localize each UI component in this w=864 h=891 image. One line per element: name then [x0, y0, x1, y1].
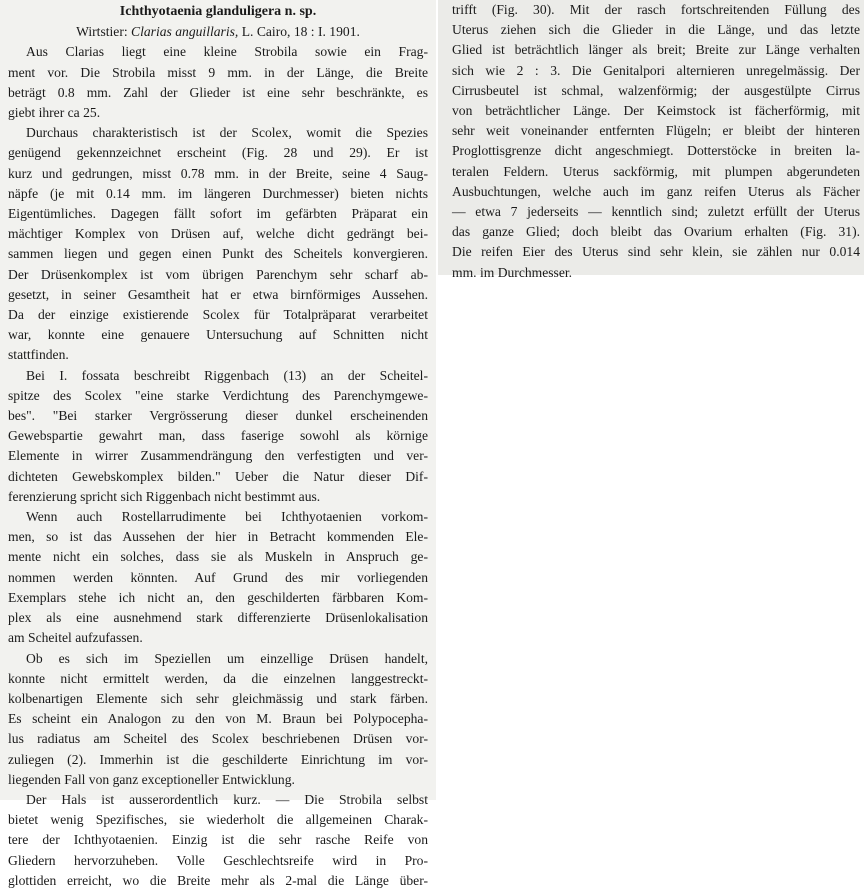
text-line: Exemplars stehe ich nicht an, den geschilderten färbbaren Kom- — [8, 589, 428, 605]
text-line: tere der Ichthyotaenien. Einzig ist die sehr rasche Reife von — [8, 832, 428, 848]
paragraph — [8, 649, 428, 790]
host-label: Wirtstier: — [76, 24, 128, 40]
right-column — [438, 0, 864, 280]
text-line: Da der einzige existierende Scolex für Totalpräparat verarbeitet — [8, 307, 428, 323]
text-line: liegenden Fall von ganz exceptioneller Entwicklung. — [8, 771, 295, 787]
text-line: Der Drüsenkomplex ist vom übrigen Parenchym sehr scharf ab- — [8, 266, 428, 282]
text-line: Eigentümliches. Dagegen fällt sofort im gefärbten Präparat ein — [8, 206, 428, 222]
text-line: gesetzt, in seiner Gesamtheit hat er etwa birnförmiges Aussehen. — [8, 286, 428, 302]
text-line: Der Hals ist ausserordentlich kurz. — Die Strobila selbst — [26, 791, 428, 807]
paragraph — [8, 42, 428, 123]
text-line: Es scheint ein Analogon zu den von M. Braun bei Polypocepha- — [8, 711, 428, 727]
text-line: konnte nicht ermittelt werden, da die einzelnen langgestreckt- — [8, 670, 428, 686]
text-line: am Scheitel aufzufassen. — [8, 630, 143, 646]
text-line: Ausbuchtungen, welche auch im ganz reifen Uterus als Fächer — [452, 183, 860, 199]
text-line: Wenn auch Rostellarrudimente bei Ichthyotaenien vorkom- — [26, 509, 428, 525]
text-line: sehr weit voneinander entfernten Flügeln; er bleibt der hinteren — [452, 123, 860, 139]
text-line: Gewebspartie gewahrt man, dass faserige sowohl als körnige — [8, 428, 428, 444]
text-line: kurz und gedrungen, misst 0.78 mm. in der Breite, seine 4 Saug- — [8, 165, 428, 181]
text-line: mm. im Durchmesser. — [452, 264, 573, 280]
text-line: nommen werden könnten. Auf Grund des mir vorliegenden — [8, 569, 428, 585]
section-title: Ichthyotaenia glanduligera n. sp. — [119, 4, 317, 19]
text-line: Uterus ziehen sich die Glieder in die Länge, und das letzte — [452, 22, 860, 38]
text-line: stattfinden. — [8, 347, 69, 363]
text-line: Aus Clarias liegt eine kleine Strobila sowie ein Frag- — [26, 44, 428, 60]
text-line: teralen Feldern. Uterus sackförmig, mit plumpen abgerundeten — [452, 163, 860, 179]
host-species: Clarias anguillaris, — [131, 24, 239, 40]
text-line: Bei I. fossata beschreibt Riggenbach (13) an der Scheitel- — [26, 367, 428, 383]
text-line: ment vor. Die Strobila misst 9 mm. in der Länge, die Breite — [8, 64, 428, 80]
text-line: Glied ist beträchtlich länger als breit; Breite zur Länge verhalten — [452, 42, 860, 58]
text-line: war, konnte eine genauere Untersuchung auf Schnitten nicht — [8, 327, 428, 343]
text-line: giebt ihrer ca 25. — [8, 105, 101, 121]
text-line: das ganze Glied; doch bleibt das Ovarium erhalten (Fig. 31). — [452, 224, 860, 240]
text-line: kolbenartigen Elemente sich sehr gleichmässig und stark färben. — [8, 690, 428, 706]
text-line: zuliegen (2). Immerhin ist die geschilderte Einrichtung im vor- — [8, 751, 428, 767]
text-line: bes". "Bei starker Vergrösserung dieser dunkel erscheinenden — [8, 408, 428, 424]
text-line: Die reifen Eier des Uterus sind sehr klein, sie zählen nur 0.014 — [452, 244, 860, 260]
text-line: sich wie 2 : 3. Die Genitalpori alternieren unregelmässig. Der — [452, 62, 860, 78]
text-line: Gliedern hervorzuheben. Volle Geschlechtsreife wird in Pro- — [8, 852, 428, 868]
paragraph — [8, 507, 428, 648]
text-line: lus radiatus am Scheitel des Scolex beschriebenen Drüsen vor- — [8, 731, 428, 747]
text-line: Proglottisgrenze dicht angeschmiegt. Dotterstöcke in breiten la- — [452, 143, 860, 159]
paragraph — [8, 123, 428, 365]
text-line: Ob es sich im Speziellen um einzellige Drüsen handelt, — [26, 650, 428, 666]
text-line: Durchaus charakteristisch ist der Scolex, womit die Spezies — [26, 125, 428, 141]
text-line: trifft (Fig. 30). Mit der rasch fortschreitenden Füllung des — [452, 2, 860, 17]
host-line — [8, 22, 428, 42]
host-locality: L. Cairo, 18 : I. 1901. — [241, 24, 360, 40]
text-line: men, so ist das Aussehen der hier in Betracht kommenden Ele- — [8, 529, 428, 545]
paragraph — [8, 790, 428, 891]
text-line: glottiden erreicht, wo die Breite mehr als 2-mal die Länge über- — [8, 872, 428, 888]
paragraph — [8, 366, 428, 507]
text-line: plex als eine ausnehmend stark differenzierte Drüsenlokalisation — [8, 610, 428, 626]
text-line: spitze des Scolex "eine starke Verdichtung des Parenchymgewe- — [8, 387, 428, 403]
text-line: von beträchtlicher Länge. Der Keimstock ist fächerförmig, mit — [452, 103, 860, 119]
text-line: — etwa 7 jederseits — kenntlich sind; zuletzt erfüllt der Uterus — [452, 204, 860, 220]
text-line: Elemente in wirrer Zusammendrängung den verfestigten und ver- — [8, 448, 428, 464]
text-line: mächtiger Komplex von Drüsen auf, welche dicht gedrängt bei- — [8, 226, 428, 242]
text-line: bietet wenig Spezifisches, sie wiederholt die allgemeinen Charak- — [8, 812, 428, 828]
text-line: sammen liegen und gegen einen Punkt des Scheitels konvergieren. — [8, 246, 428, 262]
text-line: näpfe (je mit 0.14 mm. im längeren Durchmesser) bieten nichts — [8, 185, 428, 201]
text-line: ferenzierung spricht sich Riggenbach nicht bestimmt aus. — [8, 488, 321, 504]
text-line: beträgt 0.8 mm. Zahl der Glieder ist eine sehr beschränkte, es — [8, 84, 428, 100]
text-line: Cirrusbeutel ist schmal, walzenförmig; der ausgestülpte Cirrus — [452, 82, 860, 98]
text-line: mente nicht ein solches, dass sie als Muskeln in Anspruch ge- — [8, 549, 428, 565]
text-line: genügend gekennzeichnet erscheint (Fig. 28 und 29). Er ist — [8, 145, 428, 161]
paragraph — [452, 0, 860, 283]
text-line: dichteten Gewebskomplex bilden." Ueber die Natur dieser Dif- — [8, 468, 428, 484]
